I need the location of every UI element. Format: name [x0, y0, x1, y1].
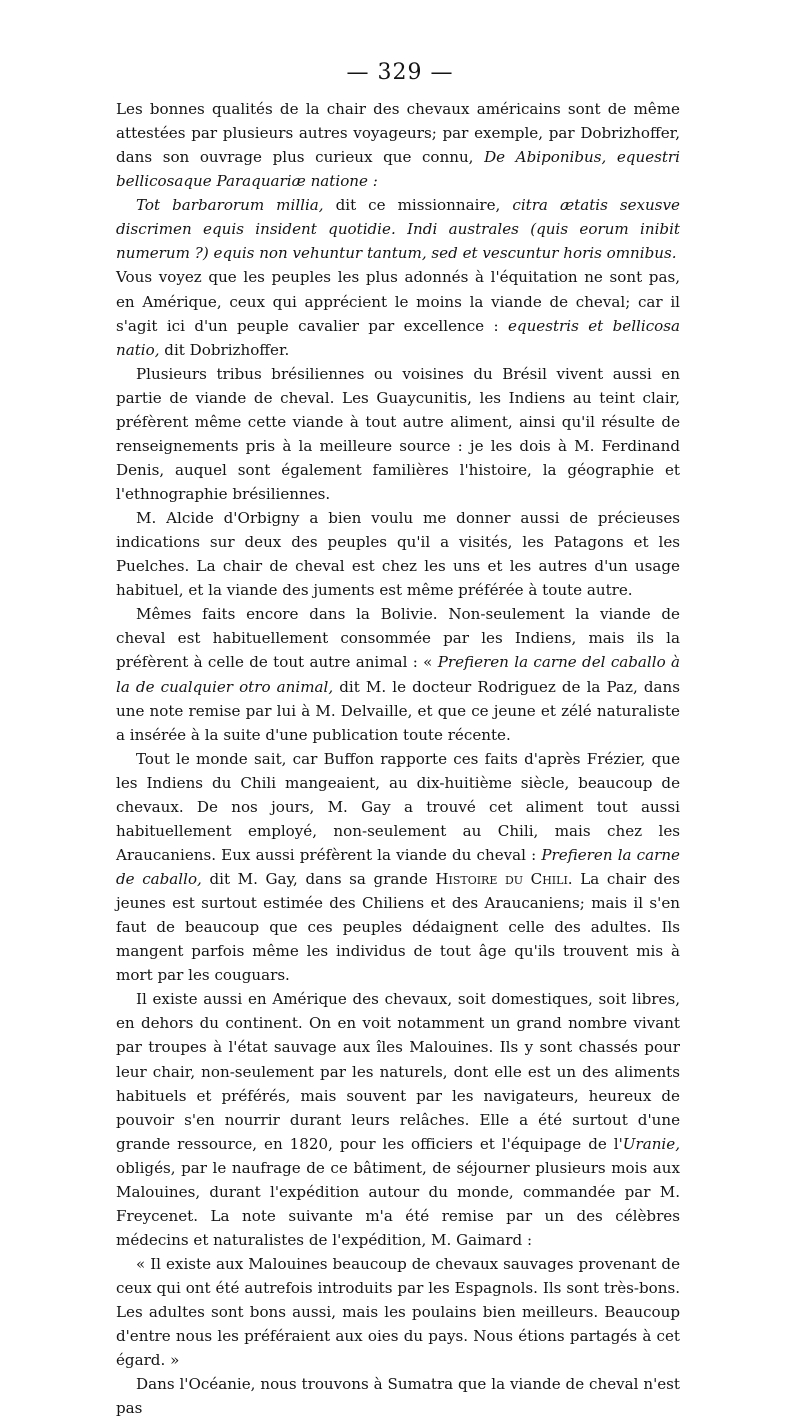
- paragraph-abiponibus: Les bonnes qualités de la chair des chevaux américains sont de même attestées par plusieurs autres voyageurs; par exemple, par Dobrizhoffer, dans son ouvrage plus curieux que connu, De Abiponibus, equestri bellicosaque Paraquariæ natione :: [116, 100, 680, 191]
- paragraph-orbigny: M. Alcide d'Orbigny a bien voulu me donner aussi de précieuses indications sur deux des peuples qu'il a visités, les Patagons et les Puelches. La chair de cheval est chez les uns et les autres d'un usage habituel, et la viande des juments est même préférée à toute autre.: [116, 509, 680, 600]
- paragraph-latin-quote: Tot barbarorum millia, dit ce missionnaire, citra ætatis sexusve discrimen equis insident quotidie. Indi australes (quis eorum inibit numerum ?) equis non vehuntur tantum, sed et vescuntur horis omnibus.: [116, 196, 680, 263]
- paragraph-bolivie: Mêmes faits encore dans la Bolivie. Non-seulement la viande de cheval est habituellement consommée par les Indiens, mais ils la préfèrent à celle de tout autre animal : « Prefieren la carne del caballo à la de cualquier otro animal, dit M. le docteur Rodriguez de la Paz, dans une note remise par lui à M. Delvaille, et que ce jeune et zélé naturaliste a insérée à la suite d'une publication toute récente.: [116, 605, 681, 744]
- paragraph-oceanie: Dans l'Océanie, nous trouvons à Sumatra que la viande de cheval n'est pas: [116, 1375, 680, 1418]
- paragraph-gaimard-quote: « Il existe aux Malouines beaucoup de chevaux sauvages provenant de ceux qui ont été autrefois introduits par les Espagnols. Ils sont très-bons. Les adultes sont bons aussi, mais les poulains bien meilleurs. Beaucoup d'entre nous les préféraient aux oies du pays. Nous étions partagés à cet égard. »: [116, 1255, 680, 1370]
- paragraph-malouines: Il existe aussi en Amérique des chevaux, soit domestiques, soit libres, en dehors du continent. On en voit notamment un grand nombre vivant par troupes à l'état sauvage aux îles Malouines. Ils y sont chassés pour leur chair, non-seulement par les naturels, dont elle est un des aliments habituels et préférés, mais souvent par les navigateurs, heureux de pouvoir s'en nourrir durant leurs relâches. Elle a été surtout d'une grande ressource, en 1820, pour les officiers et l'équipage de l'Uranie, obligés, par le naufrage de ce bâtiment, de séjourner plusieurs mois aux Malouines, durant l'expédition autour du monde, commandée par M. Freycenet. La note suivante m'a été remise par un des célèbres médecins et naturalistes de l'expédition, M. Gaimard :: [116, 990, 680, 1249]
- book-title: De Abiponibus, equestri bellicosaque Paraquariæ natione :: [116, 148, 680, 191]
- paragraph-chili: Tout le monde sait, car Buffon rapporte ces faits d'après Frézier, que les Indiens du Chili mangeaient, au dix-huitième siècle, beaucoup de chevaux. De nos jours, M. Gay a trouvé cet aliment tout aussi habituellement employé, non-seulement au Chili, mais chez les Araucaniens. Eux aussi préfèrent la viande du cheval : Prefieren la carne de caballo, dit M. Gay, dans sa grande Histoire du Chili. La chair des jeunes est surtout estimée des Chiliens et des Araucaniens; mais il s'en faut de beaucoup que ces peuples dédaignent celle des adultes. Ils mangent parfois même les individus de tout âge qu'ils trouvent mis à mort par les couguars.: [116, 749, 680, 985]
- paragraph-equitation: Vous voyez que les peuples les plus adonnés à l'équitation ne sont pas, en Amérique, ceux qui apprécient le moins la viande de cheval; car il s'agit ici d'un peuple cavalier par excellence : equestris et bellicosa natio, dit Dobrizhoffer.: [116, 268, 680, 359]
- paragraph-bresil: Plusieurs tribus brésiliennes ou voisines du Brésil vivent aussi en partie de viande de cheval. Les Guaycunitis, les Indiens au teint clair, préfèrent même cette viande à tout autre aliment, ainsi qu'il résulte de renseignements pris à la meilleure source : je les dois à M. Ferdinand Denis, auquel sont également familières l'histoire, la géographie et l'ethnographie brésiliennes.: [116, 364, 680, 503]
- page-number: — 329 —: [346, 60, 454, 85]
- body-text: [116, 97, 680, 1420]
